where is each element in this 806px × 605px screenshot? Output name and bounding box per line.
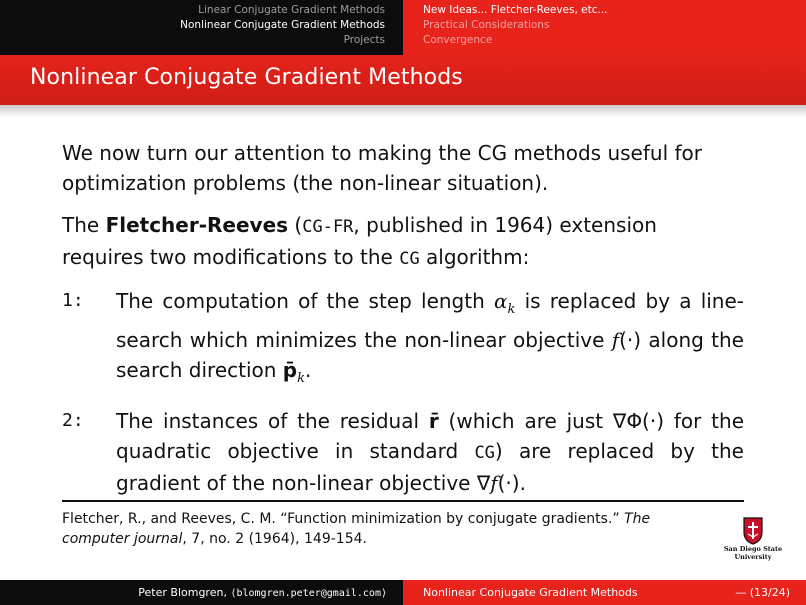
item-text	[116, 286, 744, 394]
modification-item-1	[62, 286, 744, 394]
logo-line-1: San Diego State	[723, 545, 783, 553]
item-number: 1:	[62, 290, 84, 311]
intro-paragraph: We now turn our attention to making the CG methods useful for optimization problems (the non-linear situation).	[62, 141, 702, 195]
nav-section-nonlinear-cg[interactable]: Nonlinear Conjugate Gradient Methods	[180, 19, 385, 31]
p2-pre: The	[62, 213, 106, 237]
slide-footer	[0, 580, 806, 605]
p2-mid: , published in 1964) extension requires two modifications to the	[62, 213, 657, 269]
frame-title: Nonlinear Conjugate Gradient Methods	[30, 65, 463, 90]
title-shadow	[0, 105, 806, 117]
footer-email: ⟨blomgren.peter@gmail.com⟩	[230, 588, 387, 599]
f-symbol-2: f	[490, 471, 498, 495]
university-logo	[723, 517, 783, 567]
step1-text-a: The computation of the step length	[116, 289, 494, 313]
footer-author: Peter Blomgren,	[138, 586, 227, 599]
nav-subsection-practical[interactable]: Practical Considerations	[423, 19, 550, 31]
step1-text-b: is replaced by a line-search which minimizes the non-linear objective	[116, 289, 745, 352]
step1-text-d: .	[305, 358, 312, 382]
step2-text-b: (which are just ∇Φ(·) for the quadratic objective in standard	[116, 409, 745, 463]
step2-text-c: ) are replaced by the gradient of the non-linear objective ∇	[116, 439, 744, 495]
reference-authors: Fletcher, R., and Reeves, C. M. “Function minimization by conjugate gradients.”	[62, 511, 620, 527]
step2-text-a: The instances of the residual	[116, 409, 429, 433]
slide-body	[62, 138, 744, 510]
f-argument: (·)	[619, 328, 642, 352]
subsection-nav	[403, 0, 806, 55]
item-text	[116, 406, 744, 498]
p2-post: algorithm:	[419, 245, 530, 269]
university-shield-icon	[743, 517, 763, 545]
reference-divider	[62, 500, 744, 502]
cg-fr-code: CG-FR	[302, 217, 354, 237]
step1-text-c: along the search direction	[116, 328, 744, 382]
footer-title-panel	[403, 580, 806, 605]
p-subscript: k	[297, 371, 306, 386]
footer-title: Nonlinear Conjugate Gradient Methods	[423, 586, 638, 599]
cg-code-2: CG	[474, 443, 495, 463]
top-navigation	[0, 0, 806, 55]
modification-item-2	[62, 406, 744, 498]
footer-page-number: — (13/24)	[735, 586, 790, 599]
p2-paren: (	[288, 213, 303, 237]
nav-section-projects[interactable]: Projects	[343, 34, 385, 46]
section-nav	[0, 0, 403, 55]
nav-subsection-convergence[interactable]: Convergence	[423, 34, 493, 46]
frame-title-bar	[0, 55, 806, 105]
alpha-symbol: α	[493, 289, 508, 313]
alpha-subscript: k	[507, 302, 516, 317]
reference-details: , 7, no. 2 (1964), 149-154.	[182, 531, 367, 547]
item-number: 2:	[62, 410, 84, 431]
nav-subsection-new-ideas[interactable]: New Ideas... Fletcher-Reeves, etc...	[423, 4, 608, 16]
reference-citation	[62, 509, 722, 549]
logo-line-2: University	[734, 553, 772, 561]
f-symbol: f	[611, 328, 620, 352]
footer-author-panel	[0, 580, 403, 605]
step2-text-d: (·).	[497, 471, 526, 495]
nav-section-linear-cg[interactable]: Linear Conjugate Gradient Methods	[198, 4, 385, 16]
p-vector: p̄	[282, 358, 298, 382]
cg-code: CG	[399, 249, 420, 269]
fletcher-reeves-term: Fletcher-Reeves	[105, 213, 289, 237]
r-vector: r̄	[428, 409, 439, 433]
fletcher-reeves-paragraph	[62, 210, 744, 274]
reference-journal: The computer journal	[62, 511, 651, 547]
